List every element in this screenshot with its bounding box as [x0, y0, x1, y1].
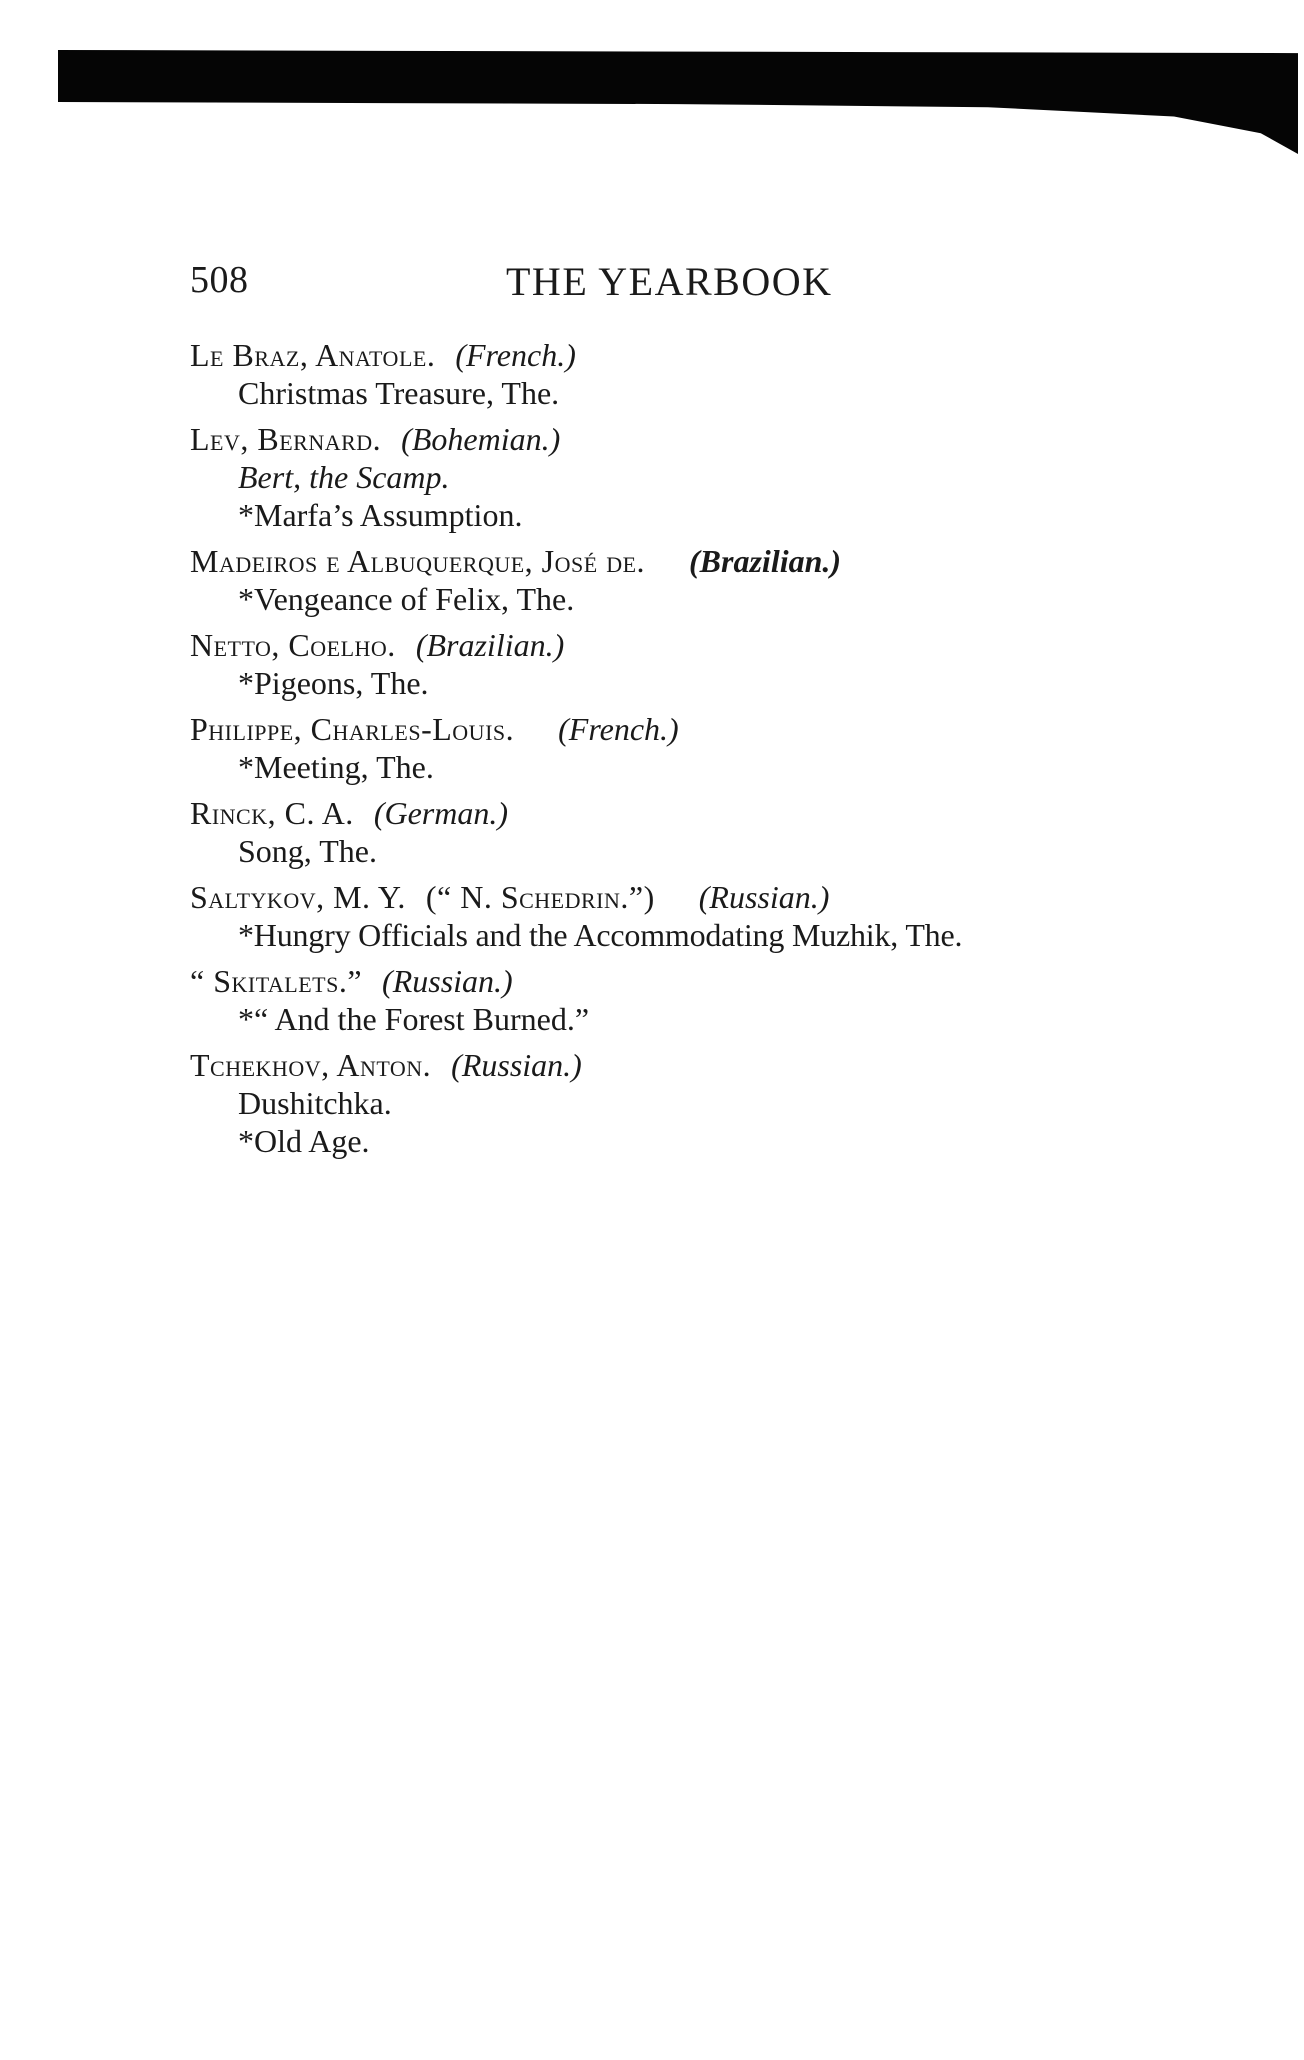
author-list	[190, 336, 1190, 1168]
nationality: (Russian.)	[698, 879, 830, 915]
list-item	[190, 420, 1190, 534]
story-title: *“ And the Forest Burned.”	[238, 1001, 590, 1037]
story-title: Christmas Treasure, The.	[238, 375, 560, 411]
nationality: (Bohemian.)	[401, 421, 561, 457]
page-number: 508	[190, 259, 249, 301]
author-name: Netto, Coelho.	[190, 627, 396, 663]
nationality: (Brazilian.)	[689, 543, 842, 579]
story-title: Bert, the Scamp.	[238, 459, 450, 495]
nationality: (French.)	[558, 711, 679, 747]
author-name: Madeiros e Albuquerque, José de.	[190, 543, 646, 579]
nationality: (Brazilian.)	[415, 627, 565, 663]
list-item	[190, 336, 1190, 412]
author-name: Tchekhov, Anton.	[190, 1047, 432, 1083]
list-item	[190, 878, 1190, 954]
author-pseudonym: (“ N. Schedrin.”)	[425, 879, 655, 915]
nationality: (German.)	[373, 795, 508, 831]
author-name: Le Braz, Anatole.	[190, 337, 436, 373]
list-item	[190, 542, 1190, 618]
story-title: Dushitchka.	[238, 1085, 392, 1121]
page-header	[190, 258, 930, 318]
story-title: *Vengeance of Felix, The.	[238, 581, 575, 617]
list-item	[190, 962, 1190, 1038]
page-top-band	[58, 50, 1298, 154]
list-item	[190, 626, 1190, 702]
author-name: Philippe, Charles-Louis.	[190, 711, 515, 747]
list-item	[190, 710, 1190, 786]
author-name: Rinck, C. A.	[190, 795, 354, 831]
story-title: Song, The.	[238, 833, 377, 869]
story-title: *Marfa’s Assumption.	[238, 497, 523, 533]
author-name: Lev, Bernard.	[190, 421, 382, 457]
nationality: (Russian.)	[382, 963, 513, 999]
list-item	[190, 1046, 1190, 1160]
running-title: THE YEARBOOK	[506, 259, 833, 304]
story-title: *Old Age.	[238, 1123, 370, 1159]
story-title: *Pigeons, The.	[238, 665, 429, 701]
author-name: “ Skitalets.”	[190, 963, 363, 999]
nationality: (French.)	[455, 337, 576, 373]
list-item	[190, 794, 1190, 870]
story-title: *Hungry Officials and the Accommodating Muzhik, The.	[238, 917, 963, 953]
author-name: Saltykov, M. Y.	[190, 879, 406, 915]
story-title: *Meeting, The.	[238, 749, 434, 785]
nationality: (Russian.)	[451, 1047, 582, 1083]
